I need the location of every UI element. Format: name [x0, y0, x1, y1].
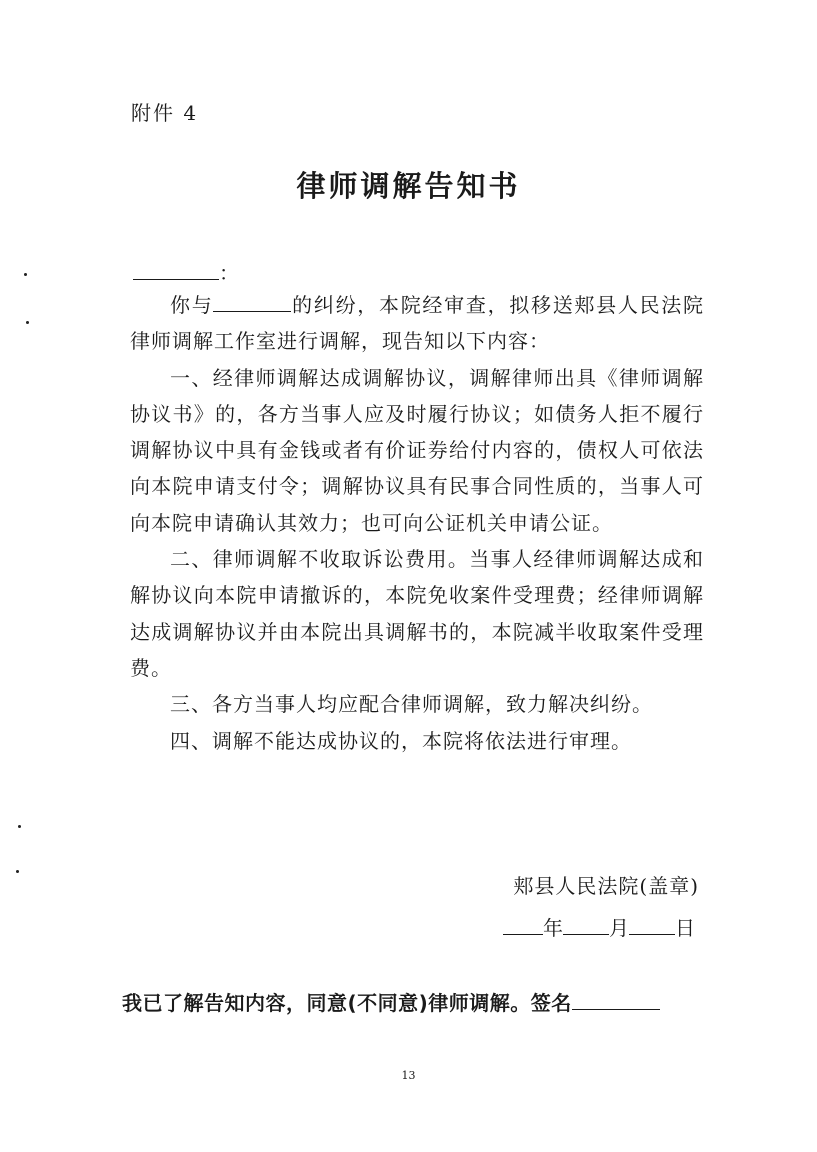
- paragraph-item-3: 三、各方当事人均应配合律师调解，致力解决纠纷。: [170, 692, 653, 717]
- paragraph-intro: 你与 的纠纷，本院经审查，拟移送郏县人民法院律师调解工作室进行调解，现告知以下内容：: [130, 293, 705, 354]
- year-blank: [503, 914, 543, 935]
- day-label: 日: [675, 916, 695, 940]
- paragraph-item-1: 一、经律师调解达成调解协议，调解律师出具《律师调解协议书》的，各方当事人应及时履行协议；如债务人拒不履行调解协议中具有金钱或者有价证券给付内容的，债权人可依法向本院申请支付令；调解协议具有民事合同性质的，当事人可向本院申请确认其效力；也可向公证机关申请公证。: [130, 365, 704, 535]
- month-label: 月: [609, 916, 629, 940]
- scan-speck: [26, 321, 29, 324]
- paragraph-item-4: 四、调解不能达成协议的，本院将依法进行审理。: [170, 728, 632, 753]
- consent-line: [122, 987, 660, 1016]
- page-number: 13: [401, 1069, 416, 1082]
- signature-date: [503, 912, 695, 941]
- scan-speck: [16, 870, 19, 873]
- document-title: 律师调解告知书: [296, 169, 521, 203]
- party-blank: [213, 291, 291, 312]
- attachment-label: 附件 4: [131, 101, 199, 125]
- year-label: 年: [543, 916, 563, 940]
- addressee-colon: ：: [219, 261, 239, 285]
- scan-speck: [18, 825, 21, 828]
- notice-body: [130, 287, 704, 759]
- consent-text: 我已了解告知内容，同意(不同意)律师调解。签名: [122, 991, 572, 1015]
- scan-speck: [24, 273, 27, 276]
- month-blank: [563, 914, 609, 935]
- signature-blank: [572, 989, 660, 1010]
- court-signature: 郏县人民法院(盖章): [513, 874, 699, 898]
- day-blank: [629, 914, 675, 935]
- paragraph-item-2: 二、律师调解不收取诉讼费用。当事人经律师调解达成和解协议向本院申请撤诉的，本院免收案件受理费；经律师调解达成调解协议并由本院出具调解书的，本院减半收取案件受理费。: [130, 547, 704, 680]
- addressee-blank: [133, 259, 219, 280]
- addressee-line: [133, 257, 239, 286]
